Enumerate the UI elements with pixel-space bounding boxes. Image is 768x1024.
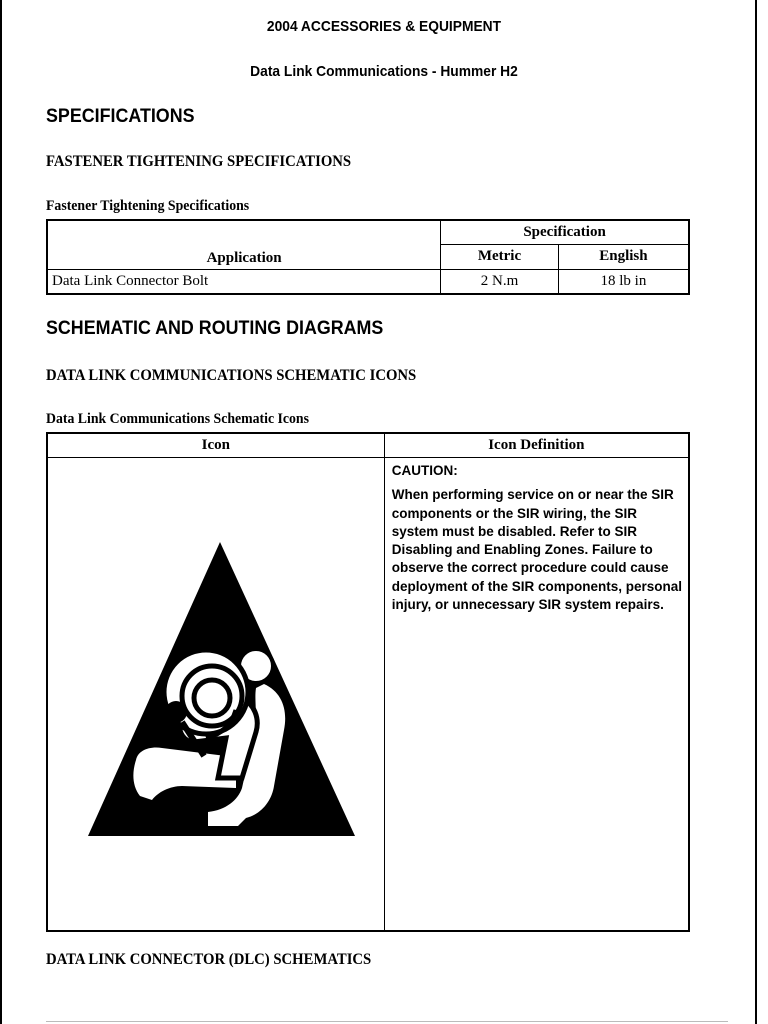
table-caption-fastener: Fastener Tightening Specifications xyxy=(46,198,250,214)
column-header-application: Application xyxy=(47,220,441,269)
column-header-icon-definition: Icon Definition xyxy=(384,433,689,458)
page-border-left xyxy=(0,0,2,1024)
subheading-fastener-specs: FASTENER TIGHTENING SPECIFICATIONS xyxy=(46,153,352,170)
column-header-specification: Specification xyxy=(441,220,689,244)
caution-text xyxy=(392,486,682,614)
cell-english: 18 lb in xyxy=(558,269,689,294)
section-heading-schematics: SCHEMATIC AND ROUTING DIAGRAMS xyxy=(46,318,384,339)
icon-definition-cell xyxy=(384,458,689,932)
cell-metric: 2 N.m xyxy=(441,269,559,294)
caution-line: injury, or unnecessary SIR system repairs. xyxy=(391,597,664,613)
caution-line: Disabling and Enabling Zones. Failure to xyxy=(391,542,653,558)
caution-line: components or the SIR wiring, the SIR xyxy=(391,505,637,521)
caution-line: system must be disabled. Refer to SIR xyxy=(391,523,638,539)
subheading-schematic-icons: DATA LINK COMMUNICATIONS SCHEMATIC ICONS xyxy=(46,367,417,384)
table-row xyxy=(47,458,689,932)
document-header-title: 2004 ACCESSORIES & EQUIPMENT xyxy=(266,18,502,35)
subheading-dlc-schematics: DATA LINK CONNECTOR (DLC) SCHEMATICS xyxy=(46,951,372,968)
table-row xyxy=(47,269,689,294)
caution-title: CAUTION: xyxy=(391,463,458,478)
caution-line: observe the correct procedure could cause xyxy=(391,560,669,576)
column-header-icon: Icon xyxy=(47,433,384,458)
page-divider xyxy=(46,1021,728,1022)
document-header-subtitle: Data Link Communications - Hummer H2 xyxy=(250,63,518,80)
caution-line: When performing service on or near the SIR xyxy=(391,487,674,503)
schematic-icons-table xyxy=(46,432,690,932)
section-heading-specifications: SPECIFICATIONS xyxy=(46,106,195,127)
fastener-spec-table xyxy=(46,219,690,295)
table-caption-schematic-icons: Data Link Communications Schematic Icons xyxy=(46,411,309,427)
column-header-english: English xyxy=(558,244,689,269)
page-border-right xyxy=(755,0,757,1024)
icon-cell xyxy=(47,458,384,932)
caution-line: deployment of the SIR components, personal xyxy=(391,578,682,594)
cell-application: Data Link Connector Bolt xyxy=(47,269,441,294)
sir-airbag-warning-icon xyxy=(86,542,356,838)
column-header-metric: Metric xyxy=(441,244,559,269)
